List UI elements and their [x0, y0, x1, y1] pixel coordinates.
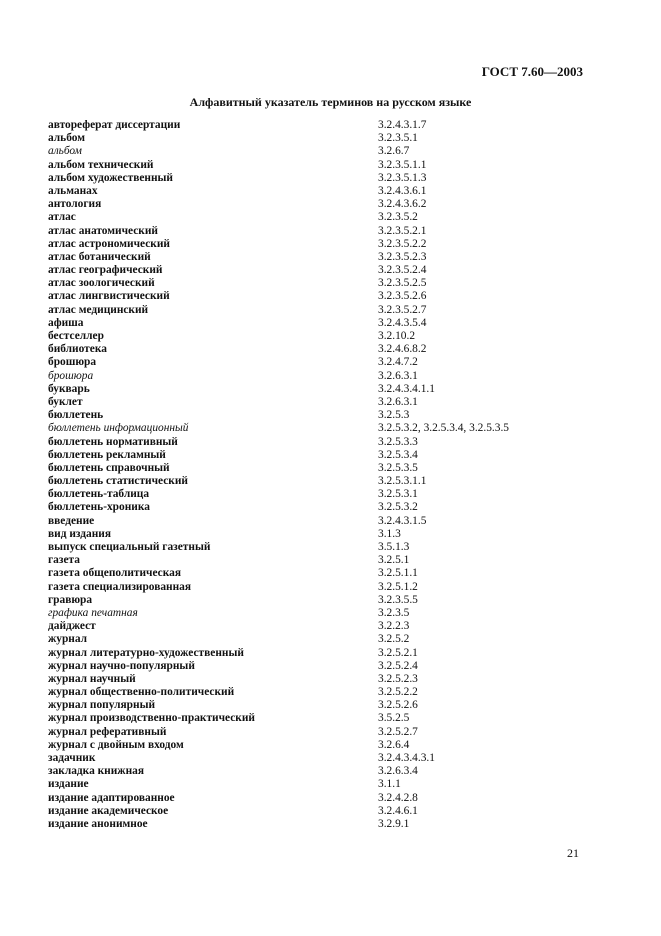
- index-entry: [48, 277, 608, 290]
- document-code-header: ГОСТ 7.60—2003: [481, 64, 583, 79]
- index-reference: 3.2.3.5.1.3: [378, 171, 427, 184]
- index-entry: [48, 159, 608, 172]
- index-reference: 3.2.5.3.2, 3.2.5.3.4, 3.2.5.3.5: [378, 422, 509, 435]
- index-term: гравюра: [48, 593, 93, 606]
- index-entry: [48, 145, 608, 158]
- index-entry: [48, 567, 608, 580]
- index-entry: [48, 647, 608, 660]
- index-entry: [48, 581, 608, 594]
- index-reference: 3.2.4.3.4.1.1: [378, 382, 435, 395]
- index-entry: [48, 620, 608, 633]
- index-reference: 3.2.5.2.2: [378, 686, 418, 699]
- index-entry: [48, 462, 608, 475]
- index-term: альбом: [48, 145, 82, 158]
- index-reference: 3.2.3.5.2.2: [378, 237, 427, 250]
- index-reference: 3.2.5.2.1: [378, 646, 418, 659]
- index-reference: 3.2.6.7: [378, 145, 410, 158]
- index-term: альбом технический: [48, 158, 154, 171]
- index-reference: 3.2.5.3: [378, 409, 410, 422]
- index-entry: [48, 330, 608, 343]
- index-entry: [48, 370, 608, 383]
- index-reference: 3.1.3: [378, 527, 401, 540]
- index-entry: [48, 172, 608, 185]
- index-entry: [48, 712, 608, 725]
- term-index-list: [48, 119, 608, 831]
- index-term: бюллетень справочный: [48, 461, 170, 474]
- index-term: дайджест: [48, 620, 96, 633]
- index-entry: [48, 673, 608, 686]
- index-entry: [48, 396, 608, 409]
- index-reference: 3.2.5.1.2: [378, 580, 418, 593]
- index-reference: 3.2.5.2: [378, 633, 410, 646]
- index-reference: 3.2.5.3.2: [378, 501, 418, 514]
- index-term: журнал научно-популярный: [48, 659, 195, 672]
- index-reference: 3.2.4.3.1.7: [378, 119, 427, 131]
- index-entry: [48, 264, 608, 277]
- index-term: графика печатная: [48, 606, 138, 619]
- index-reference: 3.2.4.3.1.5: [378, 514, 427, 527]
- index-reference: 3.2.9.1: [378, 817, 410, 830]
- index-reference: 3.2.6.3.1: [378, 369, 418, 382]
- index-reference: 3.2.5.1.1: [378, 567, 418, 580]
- index-reference: 3.2.3.5.2.4: [378, 264, 427, 277]
- index-reference: 3.2.5.2.4: [378, 659, 418, 672]
- index-reference: 3.2.3.5.2.5: [378, 277, 427, 290]
- index-reference: 3.2.3.5.2: [378, 211, 418, 224]
- index-term: брошюра: [48, 369, 94, 382]
- index-entry: [48, 449, 608, 462]
- index-entry: [48, 409, 608, 422]
- index-reference: 3.2.3.5.2.6: [378, 290, 427, 303]
- index-entry: [48, 185, 608, 198]
- index-entry: [48, 356, 608, 369]
- index-term: атлас медицинский: [48, 303, 149, 316]
- index-entry: [48, 251, 608, 264]
- index-reference: 3.2.3.5.2.7: [378, 303, 427, 316]
- index-entry: [48, 660, 608, 673]
- index-term: бюллетень-хроника: [48, 501, 150, 514]
- index-term: журнал с двойным входом: [48, 738, 184, 751]
- index-term: бюллетень-таблица: [48, 488, 150, 501]
- index-reference: 3.2.5.2.3: [378, 672, 418, 685]
- index-reference: 3.2.3.5: [378, 606, 410, 619]
- index-reference: 3.2.4.7.2: [378, 356, 418, 369]
- index-reference: 3.2.3.5.2.1: [378, 224, 427, 237]
- index-entry: [48, 699, 608, 712]
- index-term: газета: [48, 554, 80, 567]
- index-entry: [48, 554, 608, 567]
- index-entry: [48, 422, 608, 435]
- index-entry: [48, 225, 608, 238]
- index-reference: 3.2.5.3.1: [378, 488, 418, 501]
- index-entry: [48, 436, 608, 449]
- index-term: альбом: [48, 132, 85, 145]
- index-entry: [48, 765, 608, 778]
- index-reference: 3.2.4.3.5.4: [378, 316, 427, 329]
- index-entry: [48, 805, 608, 818]
- index-entry: [48, 317, 608, 330]
- index-reference: 3.2.4.3.6.2: [378, 198, 427, 211]
- index-reference: 3.2.6.4: [378, 738, 410, 751]
- index-reference: 3.2.3.5.2.3: [378, 250, 427, 263]
- index-term: автореферат диссертации: [48, 119, 181, 131]
- index-reference: 3.2.3.5.5: [378, 593, 418, 606]
- index-reference: 3.2.5.2.7: [378, 725, 418, 738]
- index-reference: 3.2.5.3.3: [378, 435, 418, 448]
- index-reference: 3.2.5.3.5: [378, 461, 418, 474]
- index-reference: 3.2.5.1: [378, 554, 410, 567]
- index-reference: 3.2.2.3: [378, 620, 410, 633]
- index-term: введение: [48, 514, 95, 527]
- index-entry: [48, 290, 608, 303]
- index-term: бюллетень статистический: [48, 475, 188, 488]
- index-term: буклет: [48, 395, 83, 408]
- index-term: вид издания: [48, 527, 112, 540]
- index-entry: [48, 488, 608, 501]
- index-term: бюллетень информационный: [48, 422, 189, 435]
- index-reference: 3.1.1: [378, 778, 401, 791]
- index-term: журнал литературно-художественный: [48, 646, 244, 659]
- index-term: журнал общественно-политический: [48, 686, 235, 699]
- index-entry: [48, 343, 608, 356]
- index-term: брошюра: [48, 356, 97, 369]
- index-reference: 3.2.5.3.4: [378, 448, 418, 461]
- index-term: издание адаптированное: [48, 791, 175, 804]
- index-reference: 3.2.3.5.1: [378, 132, 418, 145]
- index-reference: 3.2.4.6.1: [378, 804, 418, 817]
- index-reference: 3.2.4.6.8.2: [378, 343, 427, 356]
- index-reference: 3.2.4.3.4.3.1: [378, 752, 435, 764]
- index-term: выпуск специальный газетный: [48, 541, 211, 553]
- index-term: бюллетень: [48, 409, 104, 422]
- index-term: букварь: [48, 382, 90, 395]
- index-entry: [48, 198, 608, 211]
- index-term: афиша: [48, 316, 84, 329]
- index-entry: [48, 739, 608, 752]
- index-reference: 3.2.6.3.1: [378, 395, 418, 408]
- index-term: атлас зоологический: [48, 277, 155, 290]
- index-term: антология: [48, 198, 102, 211]
- index-reference: 3.2.10.2: [378, 330, 416, 342]
- index-entry: [48, 792, 608, 805]
- index-term: бюллетень нормативный: [48, 435, 178, 448]
- index-entry: [48, 304, 608, 317]
- index-term: бюллетень рекламный: [48, 448, 166, 461]
- index-entry: [48, 211, 608, 224]
- index-term: атлас географический: [48, 264, 163, 277]
- index-entry: [48, 607, 608, 620]
- index-reference: 3.5.1.3: [378, 541, 410, 553]
- index-entry: [48, 238, 608, 251]
- index-entry: [48, 594, 608, 607]
- index-reference: 3.2.4.3.6.1: [378, 184, 427, 197]
- index-term: газета специализированная: [48, 580, 192, 593]
- index-term: журнал производственно-практический: [48, 712, 255, 725]
- index-term: издание: [48, 778, 89, 791]
- index-reference: 3.2.3.5.1.1: [378, 158, 427, 171]
- index-title: Алфавитный указатель терминов на русском языке: [189, 95, 472, 109]
- index-entry: [48, 528, 608, 541]
- index-term: журнал научный: [48, 672, 136, 685]
- page-number: 21: [567, 846, 579, 860]
- index-entry: [48, 752, 608, 765]
- index-reference: 3.2.5.2.6: [378, 699, 418, 712]
- index-entry: [48, 132, 608, 145]
- index-term: атлас лингвистический: [48, 290, 170, 303]
- index-reference: 3.5.2.5: [378, 712, 410, 725]
- index-term: бестселлер: [48, 330, 104, 342]
- index-term: альбом художественный: [48, 171, 173, 184]
- index-entry: [48, 726, 608, 739]
- index-reference: 3.2.4.2.8: [378, 791, 418, 804]
- index-term: закладка книжная: [48, 765, 144, 778]
- index-entry: [48, 119, 608, 132]
- index-term: атлас астрономический: [48, 237, 170, 250]
- index-entry: [48, 501, 608, 514]
- index-term: журнал реферативный: [48, 725, 167, 738]
- index-term: атлас ботанический: [48, 250, 151, 263]
- index-term: задачник: [48, 752, 96, 764]
- index-reference: 3.2.5.3.1.1: [378, 475, 427, 488]
- index-entry: [48, 633, 608, 646]
- index-term: атлас: [48, 211, 76, 224]
- index-entry: [48, 383, 608, 396]
- index-term: газета общеполитическая: [48, 567, 181, 580]
- index-term: журнал: [48, 633, 88, 646]
- index-entry: [48, 778, 608, 791]
- index-reference: 3.2.6.3.4: [378, 765, 418, 778]
- index-term: издание анонимное: [48, 817, 148, 830]
- index-term: издание академическое: [48, 804, 169, 817]
- index-term: журнал популярный: [48, 699, 156, 712]
- index-entry: [48, 818, 608, 831]
- index-entry: [48, 541, 608, 554]
- index-term: альманах: [48, 184, 98, 197]
- index-entry: [48, 686, 608, 699]
- index-entry: [48, 475, 608, 488]
- index-term: атлас анатомический: [48, 224, 158, 237]
- index-entry: [48, 515, 608, 528]
- index-term: библиотека: [48, 343, 107, 356]
